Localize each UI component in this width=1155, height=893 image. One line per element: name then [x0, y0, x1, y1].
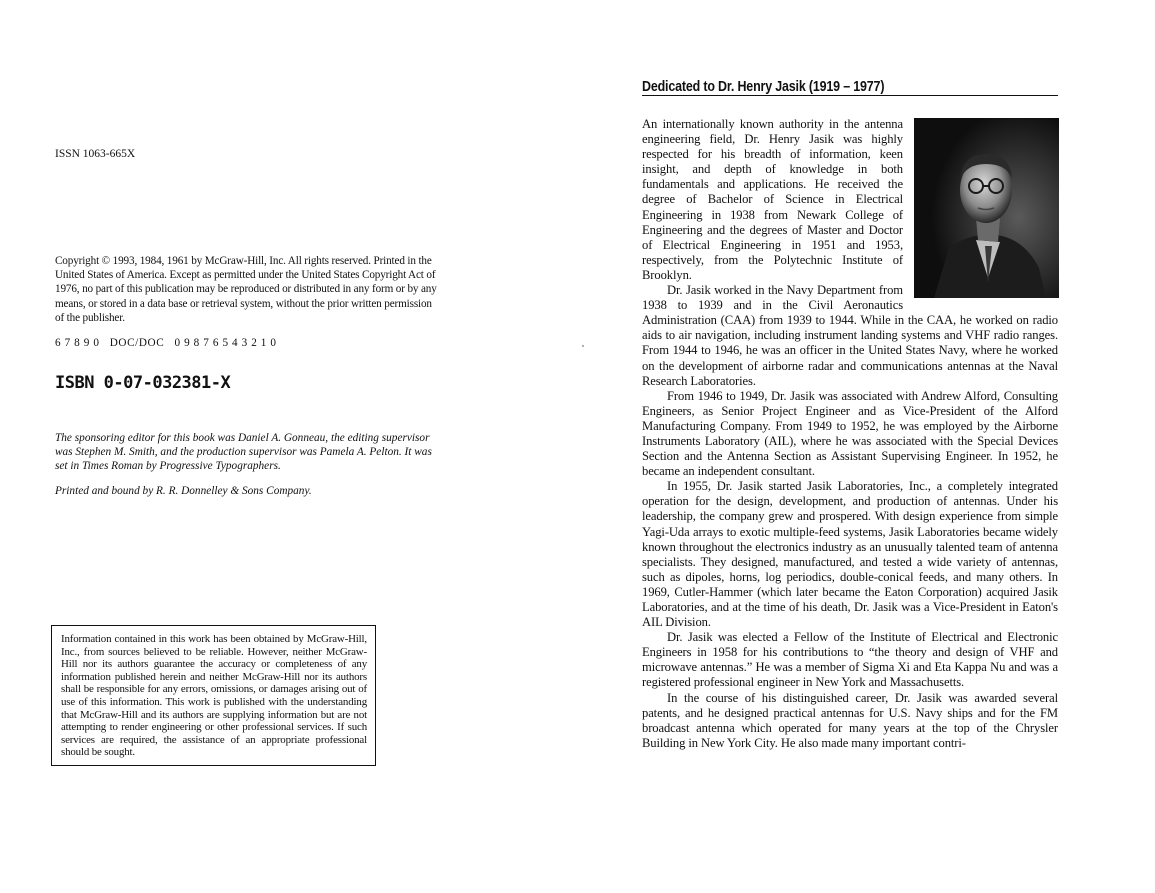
paragraph: In the course of his distinguished career, Dr. Jasik was awarded several patents, and he designed practical antennas for U.S. Navy ships and for the FM broadcast antenna which operated for many years at the top of the Chrysler Building in New York City. He also made many important contri-	[642, 690, 1058, 750]
printing-codes: 6 7 8 9 0 DOC/DOC 0 9 8 7 6 5 4 3 2 1 0	[55, 337, 277, 349]
paragraph: From 1946 to 1949, Dr. Jasik was associated with Andrew Alford, Consulting Engineers, as Senior Project Engineer and as Vice-President of the Alford Manufacturing Company. From 1949 to 1952, he was employed by the Airborne Instruments Laboratory (AIL), where he was associated with the Special Devices Section and the Antenna Section as Assistant Supervising Engineer. In 1952, he became an independent consultant.	[642, 388, 1058, 479]
printer-credit: Printed and bound by R. R. Donnelley & Sons Company.	[55, 485, 312, 497]
paragraph: Dr. Jasik was elected a Fellow of the Institute of Electrical and Electronic Engineers in 1958 for his contributions to “the theory and design of VHF and microwave antennas.” He was a member of Sigma Xi and Eta Kappa Nu and was a registered professional engineer in New York and Massachusetts.	[642, 630, 1058, 690]
photo-spacer	[903, 117, 1058, 300]
paragraph: In 1955, Dr. Jasik started Jasik Laboratories, Inc., a completely integrated operation for the design, development, and production of antennas. Under his leadership, the company grew and prospered. With design experience from simple Yagi-Uda arrays to exotic multiple-feed systems, Jasik Laboratories became widely known throughout the electronics industry as an unusually talented team of antenna specialists. They designed, manufactured, and tested a wide variety of antennas, such as dipoles, horns, log periodics, double-conical feeds, and many others. In 1969, Cutler-Hammer (which later became the Eaton Corporation) acquired Jasik Laboratories, and at the time of his death, Dr. Jasik was a Vice-President in Eaton's AIL Division.	[642, 479, 1058, 630]
production-credits: The sponsoring editor for this book was Daniel A. Gonneau, the editing supervisor was Stephen M. Smith, and the production supervisor was Pamela A. Pelton. It was set in Times Roman by Progressive Typographers.	[55, 432, 432, 473]
disclaimer-box: Information contained in this work has been obtained by McGraw-Hill, Inc., from sources believed to be reliable. However, neither McGraw-Hill nor its authors guarantee the accuracy or completeness of any information published herein and neither McGraw-Hill nor its authors shall be responsible for any errors, omissions, or damages arising out of use of this information. This work is published with the understanding that McGraw-Hill and its authors are supplying information but are not attempting to render engineering or other professional services. If such services are required, the assistance of an appropriate professional should be sought.	[51, 625, 376, 766]
copyright-notice: Copyright © 1993, 1984, 1961 by McGraw-Hill, Inc. All rights reserved. Printed in the United States of America. Except as permitted under the United States Copyright Act of 1976, no part of this publication may be reproduced or distributed in any form or by any means, or stored in a data base or retrieval system, without the prior written permission of the publisher.	[55, 255, 437, 324]
title-rule	[642, 95, 1058, 96]
dedication-page	[575, 0, 1155, 893]
isbn-number: ISBN 0-07-032381-X	[55, 373, 231, 393]
dedication-title: Dedicated to Dr. Henry Jasik (1919 – 1977)	[642, 79, 885, 95]
copyright-page	[0, 0, 575, 893]
dedication-body	[642, 117, 1058, 751]
issn-number: ISSN 1063-665X	[55, 148, 136, 160]
paragraph: An internationally known authority in the antenna engineering field, Dr. Henry Jasik was highly respected for his breadth of information, keen insight, and depth of knowledge in both fundamentals and applications. He received the degree of Bachelor of Science in Electrical Engineering in 1938 from Newark College of Engineering and the degrees of Master and Doctor of Electrical Engineering in 1951 and 1953, respectively, from the Polytechnic Institute of Brooklyn.	[642, 117, 903, 282]
paragraph: Dr. Jasik worked in the Navy Department from 1938 to 1939 and in the Civil Aeronautics Administration (CAA) from 1939 to 1944. While in the CAA, he worked on radio aids to air navigation, including instrument landing systems and VHF radio ranges. From 1944 to 1946, he was an officer in the United States Navy, where he worked on the development of airborne radar and communications antennas at the Naval Research Laboratories.	[642, 283, 1058, 388]
